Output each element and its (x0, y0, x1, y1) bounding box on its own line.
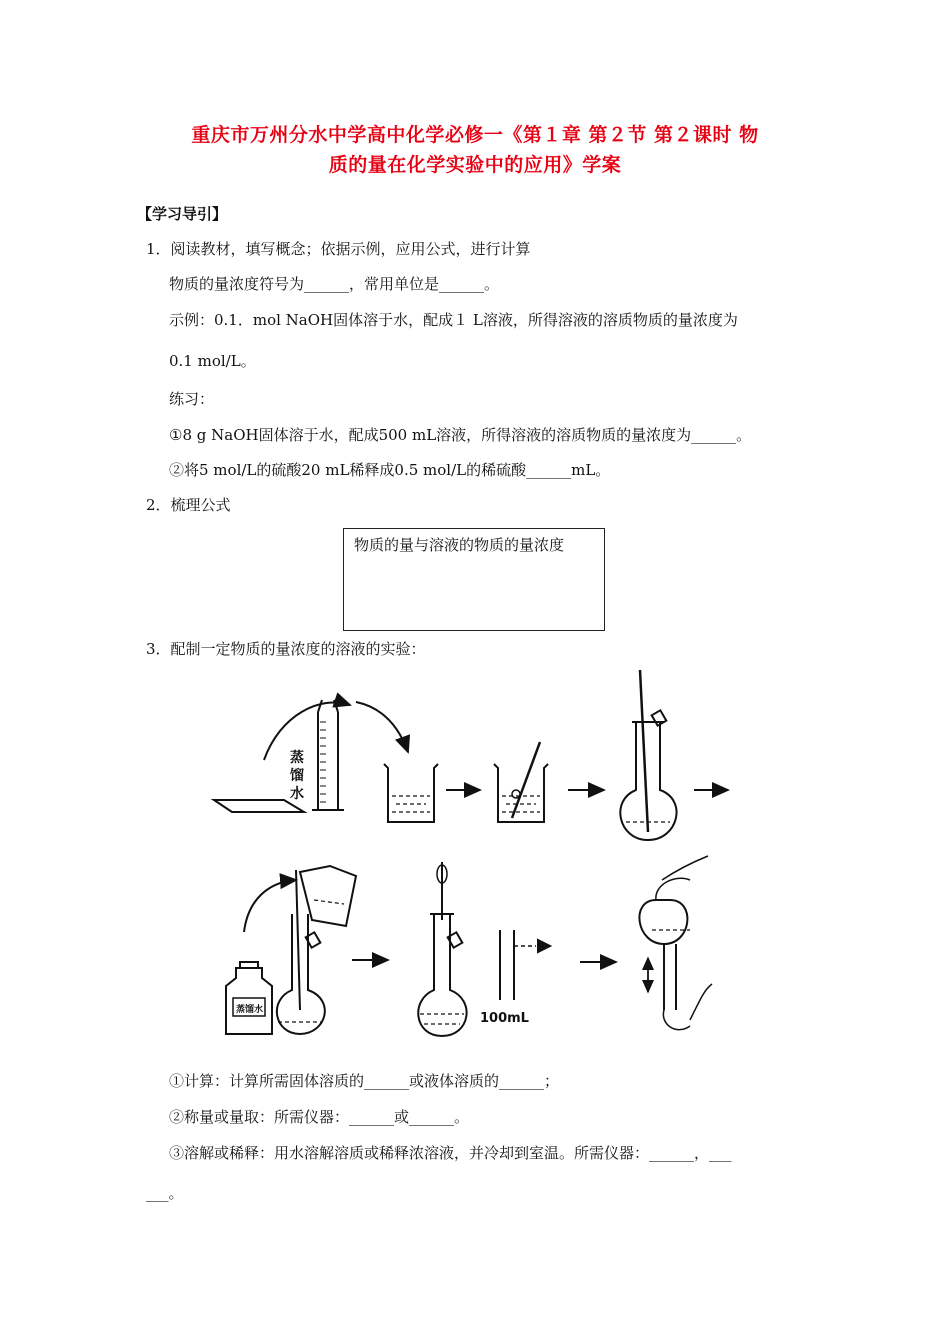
volumetric-flask-1 (620, 670, 676, 840)
item1-example-a: 示例：0.1．mol NaOH固体溶于水，配成１ L溶液，所得溶液的溶质物质的量浓度为 (169, 311, 738, 329)
inverting-flask (639, 856, 712, 1030)
item1-question-2: ②将5 mol/L的硫酸20 mL稀释成0.5 mol/L的稀硫酸______mL。 (169, 461, 611, 479)
item3-heading: 3．配制一定物质的量浓度的溶液的实验： (146, 640, 426, 658)
item1-heading: 1．阅读教材，填写概念；依据示例，应用公式，进行计算 (146, 240, 531, 258)
formula-box-text: 物质的量与溶液的物质的量浓度 (354, 536, 565, 554)
step-3-a: ③溶解或稀释：用水溶解溶质或稀释浓溶液，并冷却到室温。所需仪器：______，___ (169, 1144, 732, 1162)
item2-heading: 2．梳理公式 (146, 496, 231, 514)
distilled-water-char-3: 水 (290, 786, 304, 802)
distilled-water-char-2: 馏 (290, 768, 304, 784)
beaker-2 (494, 742, 548, 822)
step-1: ①计算：计算所需固体溶质的______或液体溶质的______； (169, 1072, 560, 1090)
bottle-label: 蒸馏水 (236, 1005, 264, 1015)
volumetric-flask-3 (418, 862, 466, 1036)
wash-bottle (226, 962, 272, 1034)
item1-practice-label: 练习： (169, 390, 215, 408)
volumetric-flask-2 (277, 870, 325, 1034)
section-heading: 【学习导引】 (137, 205, 228, 223)
pour-arrow-2 (356, 702, 408, 752)
distilled-water-char-1: 蒸 (290, 750, 304, 766)
step-2: ②称量或量取：所需仪器：______或______。 (169, 1108, 470, 1126)
meniscus-reading (500, 930, 550, 1000)
title-line-1: 重庆市万州分水中学高中化学必修一《第１章 第２节 第２课时 物 (191, 124, 759, 146)
graduated-cylinder (312, 700, 344, 810)
step-3-b: ___。 (146, 1184, 184, 1202)
item1-concept: 物质的量浓度符号为______，常用单位是______。 (169, 275, 500, 293)
item1-example-b: 0.1 mol/L。 (169, 352, 256, 370)
volume-mark: 100mL (480, 1011, 529, 1026)
beaker-1 (384, 764, 438, 822)
pour-arrow-3 (244, 880, 296, 932)
item1-question-1: ①8 g NaOH固体溶于水，配成500 mL溶液，所得溶液的溶质物质的量浓度为______。 (169, 426, 752, 444)
title-line-2: 质的量在化学实验中的应用》学案 (328, 154, 622, 176)
